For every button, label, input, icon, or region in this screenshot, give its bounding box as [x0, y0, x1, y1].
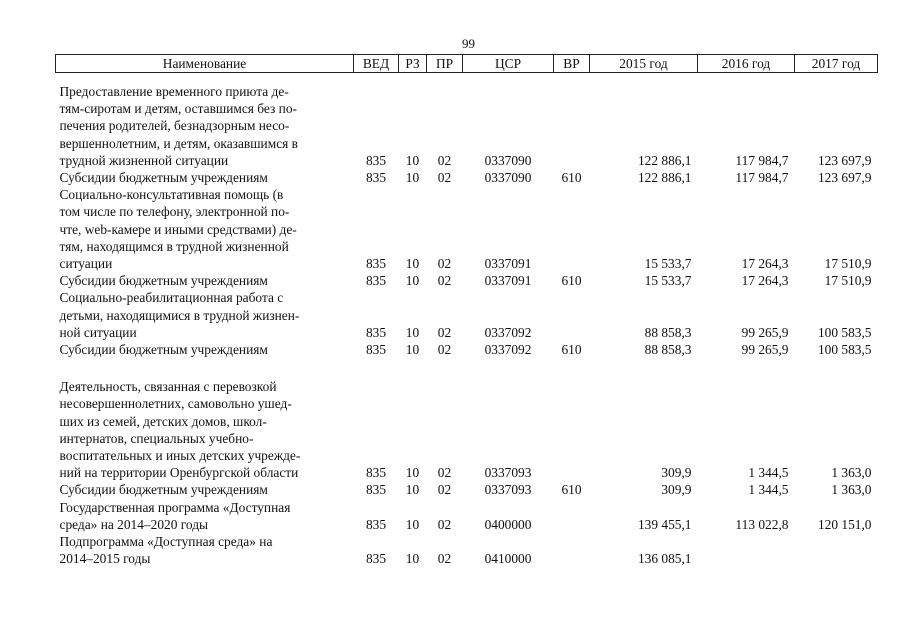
row-ved: 835 — [365, 465, 387, 481]
col-header-2015: 2015 год — [590, 55, 698, 73]
table-row — [56, 73, 878, 170]
row-csr: 0337093 — [484, 482, 532, 498]
row-amount-2016: 17 264,3 — [741, 256, 789, 272]
row-pr: 02 — [437, 152, 452, 168]
row-rz: 10 — [405, 152, 420, 168]
row-amount-2016: 117 984,7 — [735, 170, 789, 186]
row-ved: 835 — [365, 256, 387, 272]
row-csr: 0337093 — [484, 465, 532, 481]
row-amount-2015: 139 455,1 — [637, 516, 692, 532]
row-name: Предоставление временного приюта де- тям-сиротам и детям, оставшимся без по- печения родителей, безнадзорным несо- вершеннолетним, и детям, оказавшимся в трудной жизненной ситуации — [59, 84, 298, 168]
row-ved: 835 — [365, 551, 387, 567]
table-row — [56, 378, 878, 481]
row-amount-2015: 309,9 — [661, 482, 692, 498]
row-rz: 10 — [405, 342, 420, 358]
row-vr — [554, 378, 590, 481]
row-amount-2015: 88 858,3 — [644, 342, 692, 358]
col-header-pr: ПР — [427, 55, 463, 73]
row-pr: 02 — [437, 256, 452, 272]
row-amount-2016: 99 265,9 — [741, 324, 789, 340]
table-body — [56, 73, 878, 568]
row-rz: 10 — [405, 170, 420, 186]
row-amount-2017: 123 697,9 — [817, 152, 872, 168]
row-rz: 10 — [405, 516, 420, 532]
row-name: Государственная программа «Доступная среда» на 2014–2020 годы — [59, 499, 291, 532]
row-pr: 02 — [437, 170, 452, 186]
row-amount-2017: 123 697,9 — [817, 170, 872, 186]
row-amount-2017 — [795, 533, 878, 567]
table-row — [56, 186, 878, 272]
table-row — [56, 272, 878, 289]
row-ved: 835 — [365, 482, 387, 498]
table-row — [56, 169, 878, 186]
row-pr: 02 — [437, 516, 452, 532]
row-vr — [554, 289, 590, 341]
row-rz: 10 — [405, 273, 420, 289]
row-csr: 0337091 — [484, 256, 532, 272]
row-pr: 02 — [437, 342, 452, 358]
row-rz: 10 — [405, 551, 420, 567]
row-ved: 835 — [365, 152, 387, 168]
row-rz: 10 — [405, 324, 420, 340]
col-header-ved: ВЕД — [354, 55, 399, 73]
row-amount-2016: 1 344,5 — [748, 482, 789, 498]
row-ved: 835 — [365, 273, 387, 289]
row-vr — [554, 499, 590, 533]
col-header-vr: ВР — [554, 55, 590, 73]
table-header-row — [56, 55, 878, 73]
row-amount-2017: 120 151,0 — [817, 516, 872, 532]
row-amount-2016: 17 264,3 — [741, 273, 789, 289]
row-amount-2016: 117 984,7 — [735, 152, 789, 168]
row-csr: 0337092 — [484, 342, 532, 358]
row-amount-2015: 122 886,1 — [637, 170, 692, 186]
row-ved: 835 — [365, 342, 387, 358]
row-amount-2015: 122 886,1 — [637, 152, 692, 168]
row-pr: 02 — [437, 551, 452, 567]
row-csr: 0337090 — [484, 152, 532, 168]
spacer-cell — [56, 358, 878, 378]
row-amount-2016 — [698, 533, 795, 567]
budget-table — [55, 54, 878, 567]
row-amount-2017: 1 363,0 — [831, 465, 872, 481]
row-vr: 610 — [561, 170, 582, 186]
row-name: Деятельность, связанная с перевозкой несовершеннолетних, самовольно ушед- ших из семей, детских домов, школ- интернатов, специальных учебно- воспитательных и иных детских учрежде- ний на территории Оренбургской области — [59, 379, 301, 481]
row-ved: 835 — [365, 324, 387, 340]
table-row — [56, 499, 878, 533]
row-vr — [554, 186, 590, 272]
row-amount-2015: 309,9 — [661, 465, 692, 481]
row-name: Субсидии бюджетным учреждениям — [59, 273, 268, 289]
row-rz: 10 — [405, 465, 420, 481]
row-amount-2017: 100 583,5 — [817, 324, 872, 340]
row-csr: 0400000 — [484, 516, 532, 532]
row-vr — [554, 533, 590, 567]
row-csr: 0337092 — [484, 324, 532, 340]
row-amount-2016: 99 265,9 — [741, 342, 789, 358]
col-header-csr: ЦСР — [463, 55, 554, 73]
row-pr: 02 — [437, 324, 452, 340]
row-name: Субсидии бюджетным учреждениям — [59, 170, 268, 186]
col-header-rz: РЗ — [399, 55, 427, 73]
row-pr: 02 — [437, 465, 452, 481]
row-amount-2016: 1 344,5 — [748, 465, 789, 481]
row-amount-2016: 113 022,8 — [735, 516, 789, 532]
row-name: Социально-реабилитационная работа с детьми, находящимися в трудной жизнен- ной ситуации — [59, 290, 300, 340]
row-vr: 610 — [561, 342, 582, 358]
row-ved: 835 — [365, 170, 387, 186]
row-amount-2017: 17 510,9 — [824, 273, 872, 289]
row-name: Социально-консультативная помощь (в том числе по телефону, электронной по- чте, web-камере и иными средствами) де- тям, находящимся в трудной жизненной ситуации — [59, 187, 297, 272]
table-spacer-row — [56, 358, 878, 378]
col-header-2016: 2016 год — [698, 55, 795, 73]
table-row — [56, 341, 878, 358]
row-amount-2017: 17 510,9 — [824, 256, 872, 272]
row-amount-2015: 15 533,7 — [644, 273, 692, 289]
table-row — [56, 289, 878, 341]
row-pr: 02 — [437, 273, 452, 289]
row-vr: 610 — [561, 273, 582, 289]
row-csr: 0410000 — [484, 551, 532, 567]
row-csr: 0337090 — [484, 170, 532, 186]
row-amount-2015: 88 858,3 — [644, 324, 692, 340]
row-amount-2017: 100 583,5 — [817, 342, 872, 358]
row-csr: 0337091 — [484, 273, 532, 289]
table-row — [56, 533, 878, 567]
col-header-name: Наименование — [56, 55, 354, 73]
row-name: Субсидии бюджетным учреждениям — [59, 482, 268, 498]
row-ved: 835 — [365, 516, 387, 532]
table-row — [56, 481, 878, 498]
row-amount-2017: 1 363,0 — [831, 482, 872, 498]
row-rz: 10 — [405, 482, 420, 498]
row-rz: 10 — [405, 256, 420, 272]
page-number: 99 — [462, 36, 475, 51]
row-vr: 610 — [561, 482, 582, 498]
col-header-2017: 2017 год — [795, 55, 878, 73]
row-name: Подпрограмма «Доступная среда» на 2014–2015 годы — [59, 534, 273, 567]
row-vr — [554, 73, 590, 170]
row-amount-2015: 15 533,7 — [644, 256, 692, 272]
row-pr: 02 — [437, 482, 452, 498]
row-name: Субсидии бюджетным учреждениям — [59, 342, 268, 358]
row-amount-2015: 136 085,1 — [637, 551, 692, 567]
